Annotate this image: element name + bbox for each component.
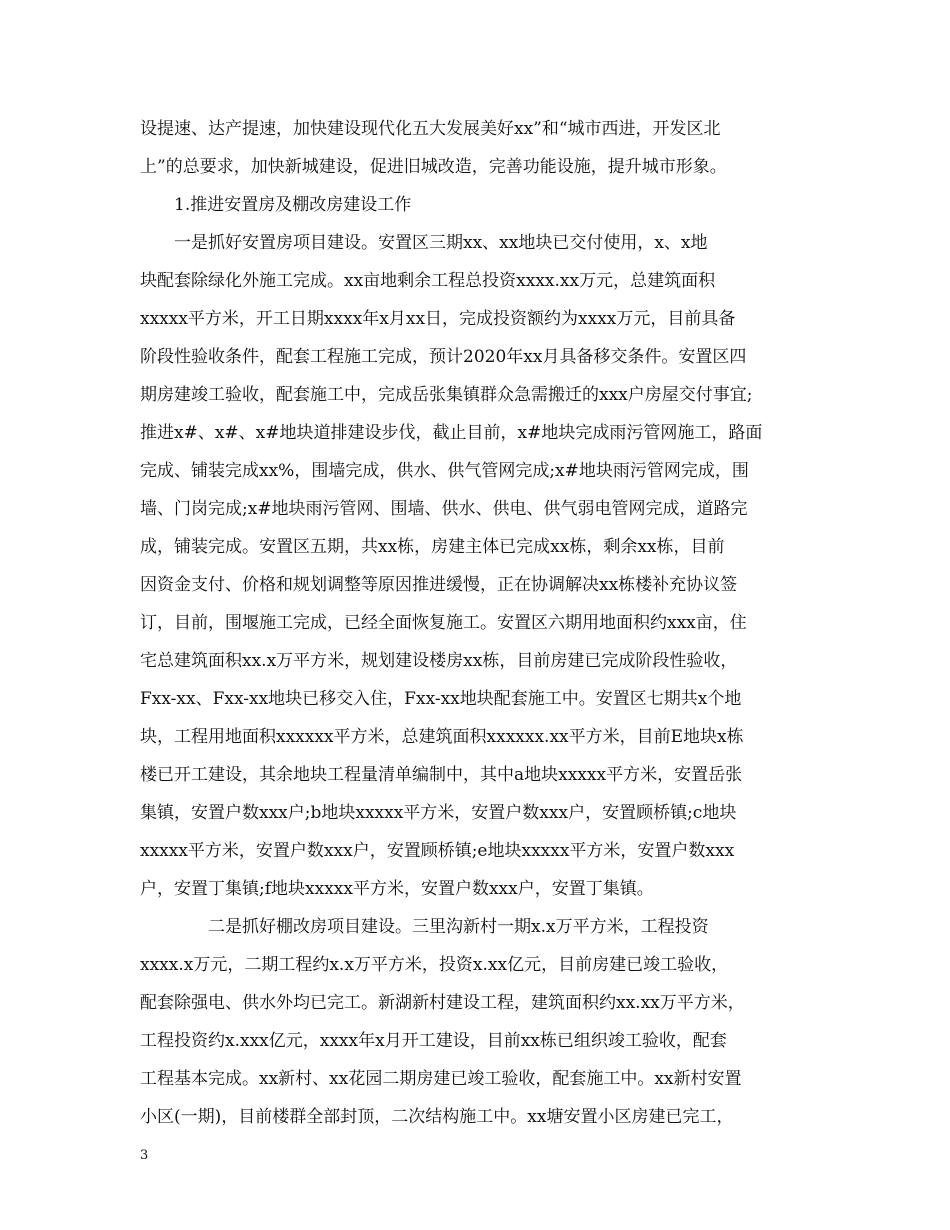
text-line: 期房建竣工验收，配套施工中，完成岳张集镇群众急需搬迁的xxx户房屋交付事宜; [140,385,753,405]
text-line: 工程基本完成。xx新村、xx花园二期房建已竣工验收，配套施工中。xx新村安置 [140,1069,742,1089]
text-line: 一是抓好安置房项目建设。安置区三期xx、xx地块已交付使用，x、x地 [140,233,708,253]
text-line: 因资金支付、价格和规划调整等原因推进缓慢，正在协调解决xx栋楼补充协议签 [140,575,738,595]
text-line: 工程投资约x.xxx亿元，xxxx年x月开工建设，目前xx栋已组织竣工验收，配套 [140,1031,727,1051]
text-line: 推进x#、x#、x#地块道排建设步伐，截止目前，x#地块完成雨污管网施工，路面 [140,423,763,443]
text-line: 阶段性验收条件，配套工程施工完成，预计2020年xx月具备移交条件。安置区四 [140,347,747,367]
text-line: 楼已开工建设，其余地块工程量清单编制中，其中a地块xxxxx平方米，安置岳张 [140,765,743,785]
text-line: 块配套除绿化外施工完成。xx亩地剩余工程总投资xxxx.xx万元，总建筑面积 [140,271,716,291]
text-line: 完成、铺装完成xx%，围墙完成，供水、供气管网完成;x#地块雨污管网完成，围 [140,461,749,481]
text-line: 户，安置丁集镇;f地块xxxxx平方米，安置户数xxx户，安置丁集镇。 [140,879,654,899]
text-line: 块，工程用地面积xxxxxx平方米，总建筑面积xxxxxx.xx平方米，目前E地块x栋 [140,727,744,747]
text-line: xxxxx平方米，安置户数xxx户，安置顾桥镇;e地块xxxxx平方米，安置户数xxx [140,841,735,861]
section-heading: 1.推进安置房及棚改房建设工作 [140,195,412,215]
text-line: xxxx.x万元，二期工程约x.x万平方米，投资x.xx亿元，目前房建已竣工验收， [140,955,729,975]
page-number: 3 [140,1148,149,1163]
text-line: 订，目前，围堰施工完成，已经全面恢复施工。安置区六期用地面积约xxx亩，住 [140,613,747,633]
text-line: 集镇，安置户数xxx户;b地块xxxxx平方米，安置户数xxx户，安置顾桥镇;c地块 [140,803,737,823]
text-line: 上”的总要求，加快新城建设，促进旧城改造，完善功能设施，提升城市形象。 [140,157,727,177]
text-line: 小区(一期)，目前楼群全部封顶，二次结构施工中。xx塘安置小区房建已完工， [140,1107,734,1127]
text-line: 配套除强电、供水外均已完工。新湖新村建设工程，建筑面积约xx.xx万平方米， [140,993,745,1013]
text-line: 设提速、达产提速，加快建设现代化五大发展美好xx”和“城市西进，开发区北 [140,119,721,139]
text-line: 宅总建筑面积xx.x万平方米，规划建设楼房xx栋，目前房建已完成阶段性验收， [140,651,738,671]
text-line: 成，铺装完成。安置区五期，共xx栋，房建主体已完成xx栋，剩余xx栋，目前 [140,537,725,557]
text-line: xxxxx平方米，开工日期xxxx年x月xx日，完成投资额约为xxxx万元，目前具备 [140,309,736,329]
text-line: 墙、门岗完成;x#地块雨污管网、围墙、供水、供电、供气弱电管网完成，道路完 [140,499,748,519]
text-line: Fxx-xx、Fxx-xx地块已移交入住，Fxx-xx地块配套施工中。安置区七期共x个地 [140,689,742,709]
text-line: 二是抓好棚改房项目建设。三里沟新村一期x.x万平方米，工程投资 [140,917,709,937]
